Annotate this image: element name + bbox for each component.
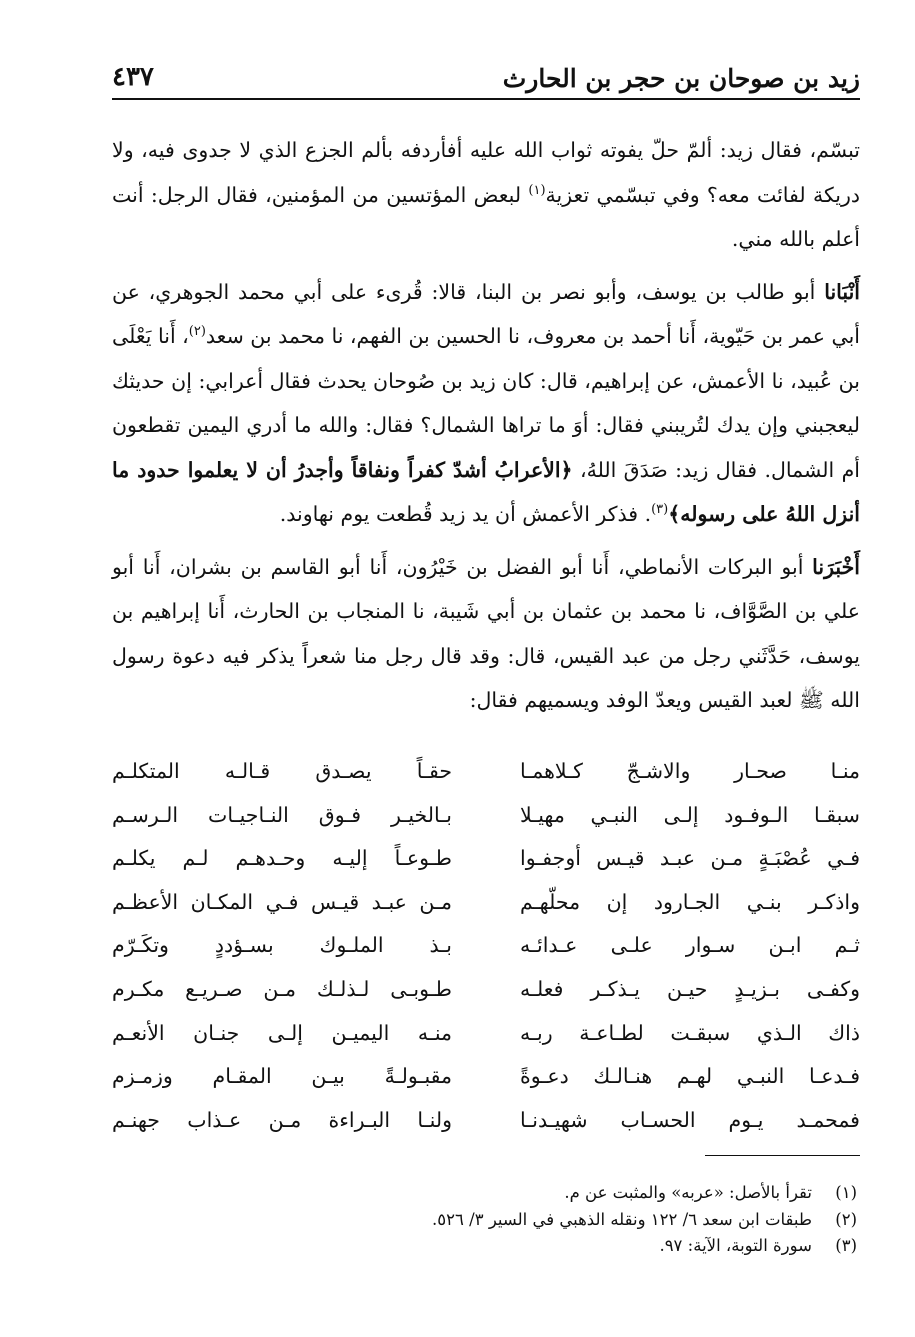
verse-second-hemistich: ولنـا البـراءة مـن عـذاب جهنـم xyxy=(112,1107,452,1132)
verse-first-hemistich: وكفـى بـزيـدٍ حيـن يـذكـر فعلـه xyxy=(520,976,860,1001)
verse-second-hemistich: بـالخيـر فـوق النـاجيـات الـرسـم xyxy=(112,802,452,827)
paragraph-3-text: أبو البركات الأنماطي، أَنا أبو الفضل بن خَيْرُون، أَنا أبو القاسم بن بشران، أَنا أبو علي بن الصَّوَّاف، نا محمد بن عثمان بن أبي شَيبة، نا المنجاب بن الحارث، أَنا إبراهيم بن يوسف، حَدَّثَني رجل من عبد القيس، قال: وقد قال رجل منا شعراً يذكر فيه دعوة رسول الله ﷺ لعبد القيس ويعدّ الوفد ويسميهم فقال: xyxy=(112,554,860,712)
footnote-number: (٢) xyxy=(835,1209,857,1229)
footnote-number: (١) xyxy=(835,1183,857,1202)
paragraph-1-tail: لبعض المؤتسين من المؤمنين، فقال الرجل: أنت أعلم بالله مني. xyxy=(112,182,860,251)
running-title: زيد بن صوحان بن حجر بن الحارث xyxy=(502,64,860,93)
quran-verse: ﴿الأعرابُ أشدّ كفراً ونفاقاً وأجدرُ أن لا يعلموا حدود ما أنزل اللهُ على رسوله﴾ xyxy=(112,457,860,526)
verse-first-hemistich: فـدعـا النبـي لهـم هنـالـك دعـوةً xyxy=(520,1064,860,1089)
poem-verse xyxy=(112,1099,860,1143)
footnote-ref-3: (٣) xyxy=(651,502,669,518)
paragraph-1-text: تبسّم، فقال زيد: ألمّ حلّ يفوته ثواب الله عليه أفأردفه بألم الجزع الذي لا جدوى فيه، ولا دريكة لفائت معه؟ وفي تبسّمي تعزية xyxy=(112,138,861,207)
verse-first-hemistich: واذكـر بنـي الجـارود إن محلّهـم xyxy=(520,889,860,914)
poem-verse xyxy=(112,750,860,794)
verse-first-hemistich: منـا صحـار والاشـجّ كـلاهمـا xyxy=(520,759,860,783)
poem-verse xyxy=(112,794,860,838)
verse-first-hemistich: سبقـا الـوفـود إلـى النبـي مهيـلا xyxy=(520,802,860,827)
poem xyxy=(112,750,860,1142)
footnote-item xyxy=(157,1180,857,1207)
poem-verse xyxy=(112,837,860,881)
footnote-text: سورة التوبة، الآية: ٩٧. xyxy=(659,1236,812,1255)
poem-verse xyxy=(112,1055,860,1099)
verse-second-hemistich: طـوبـى لـذلـك مـن صـريـع مكـرم xyxy=(112,976,452,1001)
paragraph-3-lead: أَخْبَرَنا xyxy=(812,554,860,579)
footnote-text: تقرأ بالأصل: «عربه» والمثبت عن م. xyxy=(564,1183,812,1202)
footnote-ref-1: (١) xyxy=(528,182,546,198)
paragraph-2 xyxy=(112,270,860,537)
footnote-divider xyxy=(705,1155,860,1156)
verse-first-hemistich: ذاك الـذي سبقـت لطـاعـة ربـه xyxy=(520,1020,860,1045)
paragraph-2-text: أبو طالب بن يوسف، وأبو نصر بن البنا، قالا: قُرىء على أبي محمد الجوهري، عن أبي عمر بن حَيّوية، أَنا أحمد بن معروف، نا الحسين بن الفهم، نا محمد بن سعد xyxy=(112,279,861,348)
paragraph-2-text-continued: ، أَنا يَعْلَى بن عُبيد، نا الأعمش، عن إبراهيم، قال: كان زيد بن صُوحان يحدث فقال أعرابي: إن حديثك ليعجبني وإن يدك لتُريبني فقال: أوَ ما تراها الشمال؟ فقال: والله ما أدري اليمين تقطعون أم الشمال. فقال زيد: صَدَقَ اللهُ، xyxy=(112,324,860,482)
verse-second-hemistich: منـه اليميـن إلـى جنـان الأنعـم xyxy=(112,1020,452,1045)
footnotes xyxy=(157,1180,857,1260)
verse-second-hemistich: مـن عبـد قيـس فـي المكـان الأعظـم xyxy=(112,889,452,914)
poem-verse xyxy=(112,968,860,1012)
verse-first-hemistich: فمحمـد يـوم الحسـاب شهيـدنـا xyxy=(520,1107,860,1132)
verse-first-hemistich: فـي عُصْبَـةٍ مـن عبـد قيـس أوجفـوا xyxy=(520,846,860,871)
poem-verse xyxy=(112,881,860,925)
poem-verse xyxy=(112,1012,860,1056)
footnote-number: (٣) xyxy=(835,1236,857,1255)
verse-second-hemistich: بـذ الملـوك بسـؤددٍ وتكَـرّم xyxy=(112,933,452,958)
verse-second-hemistich: طـوعـاً إليـه وحـدهـم لـم يكلـم xyxy=(112,846,452,871)
paragraph-2-lead: أَنْبَانا xyxy=(824,279,860,304)
main-text xyxy=(112,128,860,723)
paragraph-3 xyxy=(112,545,860,723)
verse-first-hemistich: ثـم ابـن سـوار علـى عـدائـه xyxy=(520,933,860,958)
verse-second-hemistich: مقبـولـةً بيـن المقـام وزمـزم xyxy=(112,1064,452,1089)
verse-second-hemistich: حقـاً يصـدق قـالـه المتكلـم xyxy=(112,759,452,783)
poem-verse xyxy=(112,924,860,968)
page-number: ٤٣٧ xyxy=(112,62,154,92)
paragraph-1 xyxy=(112,128,860,262)
footnote-item xyxy=(157,1207,857,1234)
footnote-item xyxy=(157,1233,857,1260)
footnote-ref-2: (٢) xyxy=(188,324,206,340)
footnote-text: طبقات ابن سعد ٦/ ١٢٢ ونقله الذهبي في السير ٣/ ٥٢٦. xyxy=(432,1209,812,1229)
page-header xyxy=(112,58,860,100)
paragraph-2-tail: . فذكر الأعمش أن يد زيد قُطعت يوم نهاوند. xyxy=(279,502,652,526)
